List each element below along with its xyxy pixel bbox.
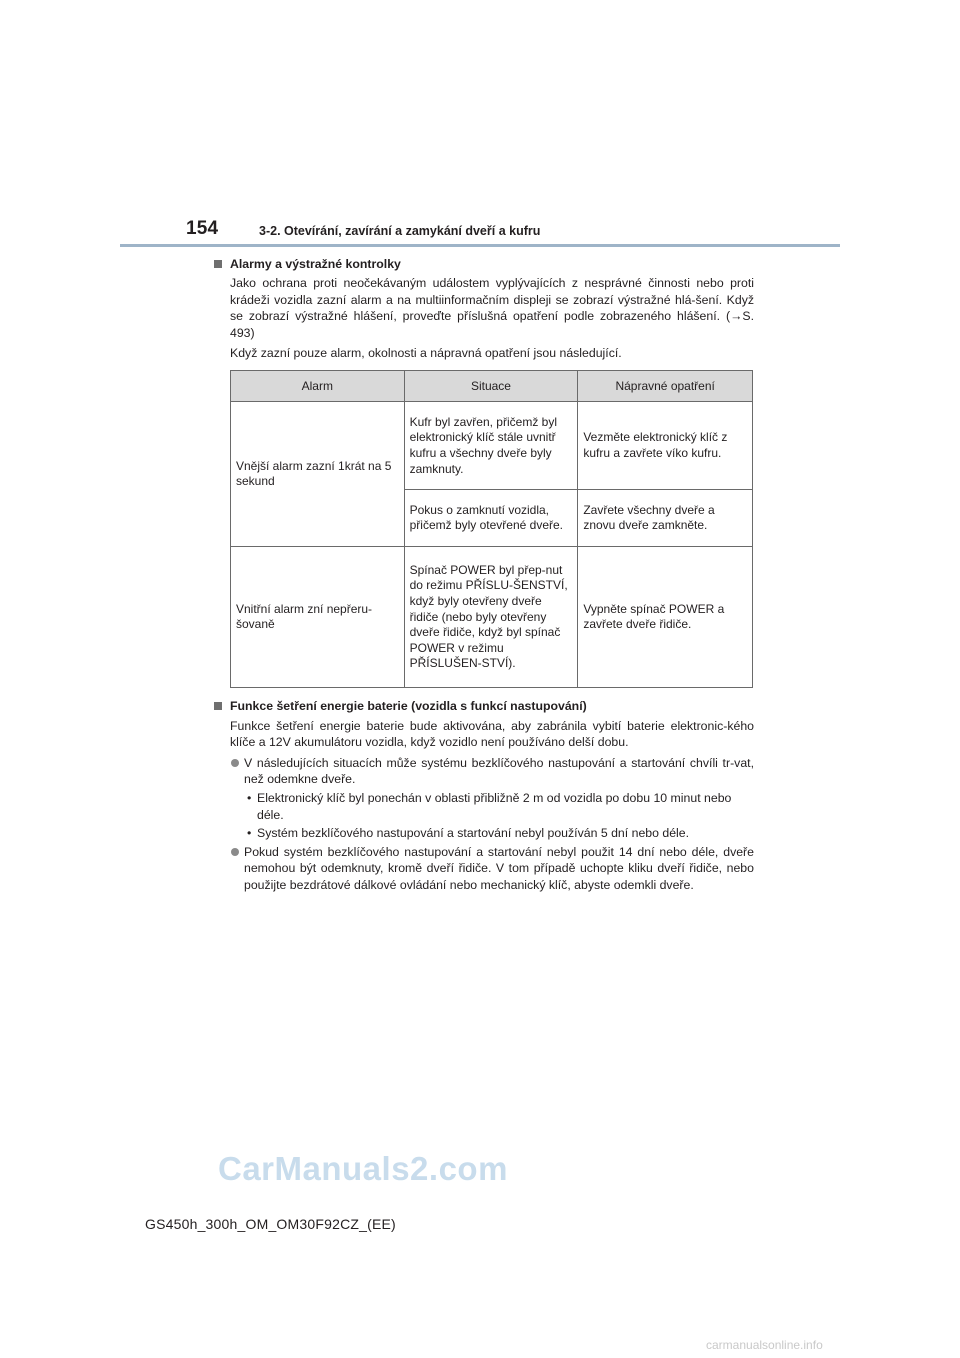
action-cell: Vezměte elektronický klíč z kufru a zavřete víko kufru. <box>578 402 753 490</box>
footer-doc-code: GS450h_300h_OM_OM30F92CZ_(EE) <box>145 1216 396 1232</box>
list-item <box>212 755 754 788</box>
square-bullet-icon <box>214 260 222 268</box>
watermark-logo: CarManuals2.com <box>218 1150 508 1187</box>
paragraph: Když zazní pouze alarm, okolnosti a nápravná opatření jsou následující. <box>230 346 622 361</box>
action-cell: Vypněte spínač POWER a zavřete dveře řidiče. <box>578 547 753 688</box>
situation-cell: Spínač POWER byl přep-nut do režimu PŘÍSLU-ŠENSTVÍ, když byly otevřeny dveře řidiče (nebo byly otevřeny dveře řidiče, když byl spínač POWER v režimu PŘÍSLUŠEN-STVÍ). <box>404 547 578 688</box>
section-heading-battery-saving <box>212 698 754 714</box>
alarm-table <box>230 370 753 688</box>
header-divider <box>120 244 840 247</box>
paragraph: Jako ochrana proti neočekávaným událostem vyplývajících z nesprávné činnosti nebo proti krádeži vozidla zazní alarm a na multiinformačním displeji se zobrazí výstražné hlá-šení. Když se zobrazí výstražné hlášení, proveďte příslušná opatření podle zobrazeného hlášení. (→S. 493) <box>230 276 754 340</box>
table-row <box>231 402 753 490</box>
sub-list-item <box>212 790 754 823</box>
column-header-action: Nápravné opatření <box>578 371 753 402</box>
sub-list-item-text: Systém bezklíčového nastupování a startování nebyl používán 5 dní nebo déle. <box>257 826 690 841</box>
circle-bullet-icon <box>231 759 239 767</box>
heading-text: Funkce šetření energie baterie (vozidla s funkcí nastupování) <box>230 699 587 714</box>
column-header-alarm: Alarm <box>231 371 405 402</box>
watermark-corner: carmanualsonline.info <box>706 1338 823 1352</box>
square-bullet-icon <box>214 702 222 710</box>
action-cell: Zavřete všechny dveře a znovu dveře zamkněte. <box>578 490 753 547</box>
sub-list-item <box>212 825 754 841</box>
situation-cell: Pokus o zamknutí vozidla, přičemž byly otevřené dveře. <box>404 490 578 547</box>
alarm-cell: Vnější alarm zazní 1krát na 5 sekund <box>231 402 405 547</box>
heading-text: Alarmy a výstražné kontrolky <box>230 257 401 271</box>
table-header-row <box>231 371 753 402</box>
page-number: 154 <box>186 218 219 239</box>
page-content <box>212 256 754 896</box>
circle-bullet-icon <box>231 848 239 856</box>
table-row <box>231 547 753 688</box>
list-item <box>212 844 754 893</box>
list-item-text: V následujících situacích může systému bezklíčového nastupování a startování chvíli tr-vat, než odemkne dveře. <box>244 755 754 787</box>
alarm-cell: Vnitřní alarm zní nepřeru-šovaně <box>231 547 405 688</box>
dot-bullet-icon: • <box>247 791 252 806</box>
paragraph: Funkce šetření energie baterie bude aktivována, aby zabránila vybití baterie elektronic-kého klíče a 12V akumulátoru vozidla, když vozidlo není používáno delší dobu. <box>230 718 754 750</box>
column-header-situation: Situace <box>404 371 578 402</box>
section-title: 3-2. Otevírání, zavírání a zamykání dveří a kufru <box>259 224 541 238</box>
situation-cell: Kufr byl zavřen, přičemž byl elektronický klíč stále uvnitř kufru a všechny dveře byly zamknuty. <box>404 402 578 490</box>
dot-bullet-icon: • <box>247 826 252 841</box>
sub-list-item-text: Elektronický klíč byl ponechán v oblasti přibližně 2 m od vozidla po dobu 10 minut nebo déle. <box>257 791 732 822</box>
section-heading-alarms <box>212 256 754 272</box>
list-item-text: Pokud systém bezklíčového nastupování a startování nebyl použit 14 dní nebo déle, dveře nemohou být odemknuty, kromě dveří řidiče. V tom případě uchopte kliku dveří řidiče, nebo použijte bezdrátové dálkové ovládání nebo mechanický klíč, abyste odemkli dveře. <box>244 844 754 892</box>
